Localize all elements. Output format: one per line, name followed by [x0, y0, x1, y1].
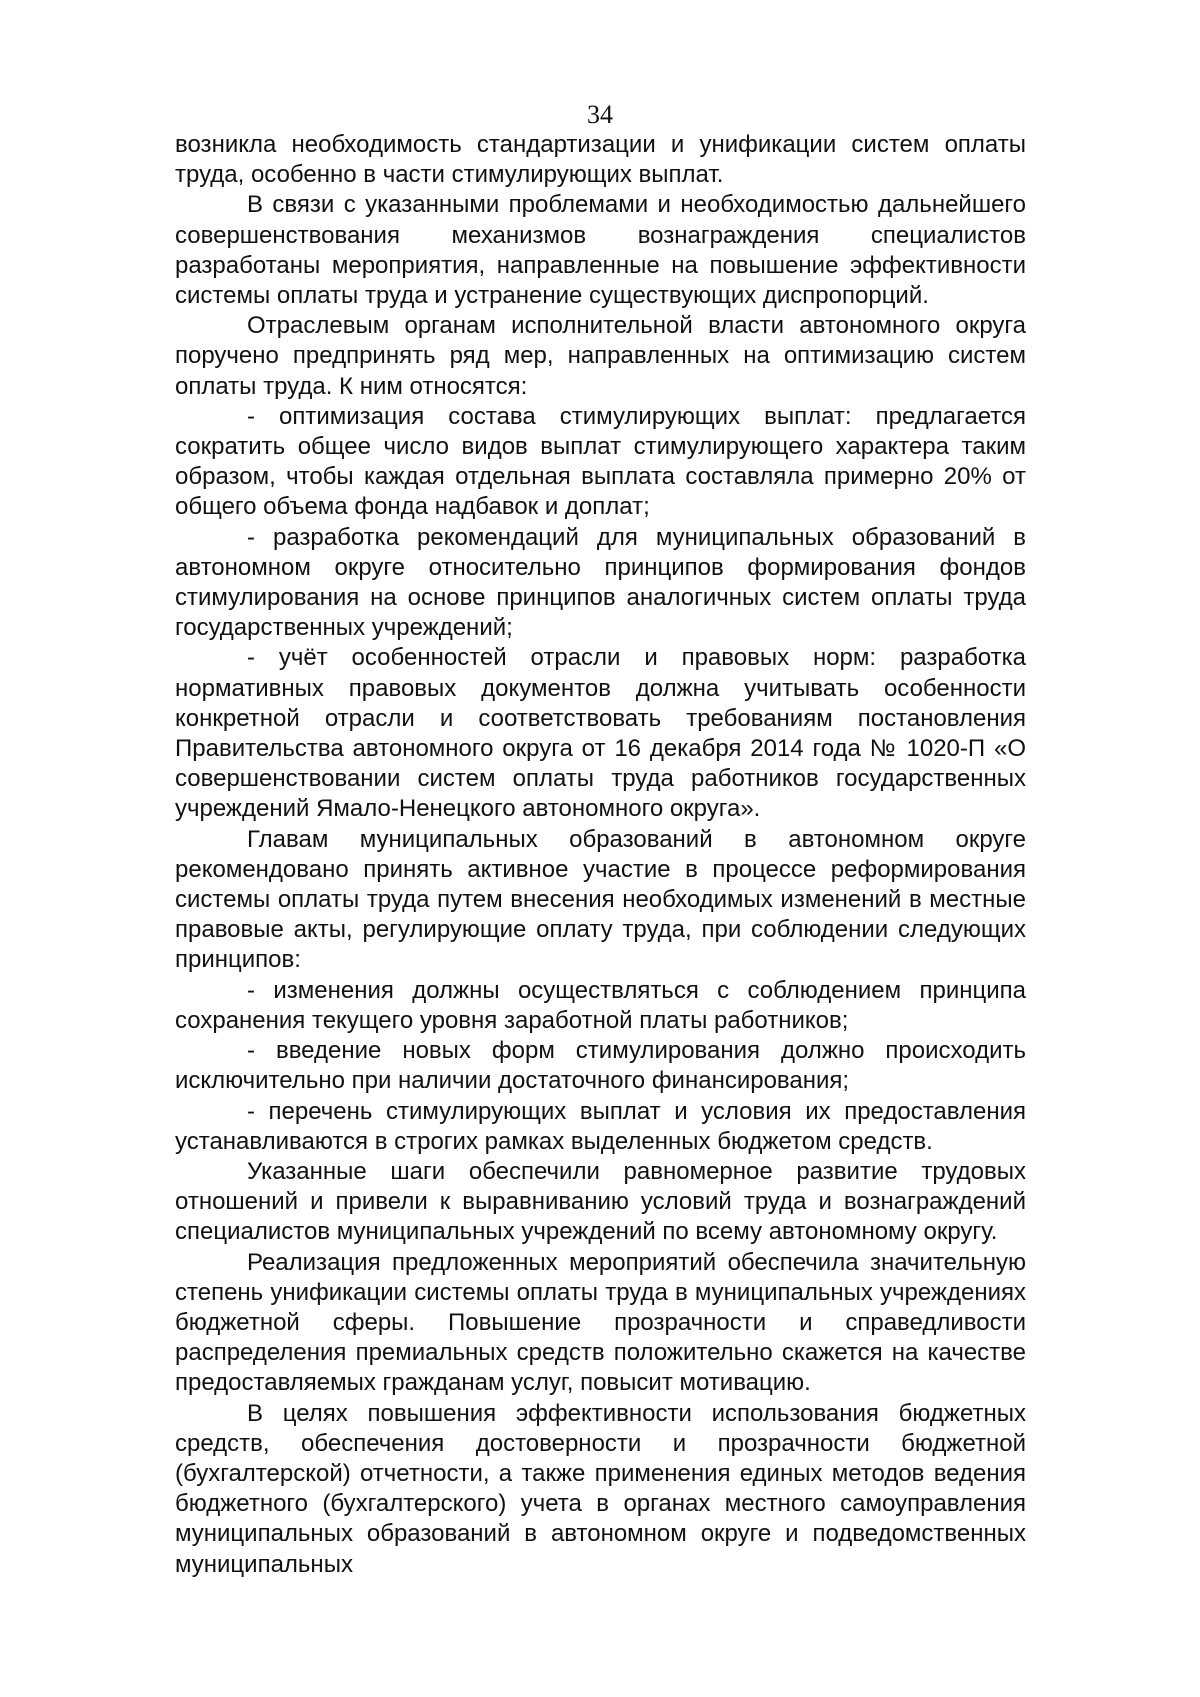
list-item-new-incentives: - введение новых форм стимулирования должно происходить исключительно при наличии достаточного финансирования;: [175, 1037, 1026, 1095]
paragraph-continuation: возникла необходимость стандартизации и унификации систем оплаты труда, особенно в части стимулирующих выплат.: [175, 131, 1026, 189]
paragraph-steps-result: Указанные шаги обеспечили равномерное развитие трудовых отношений и привели к выравниванию условий труда и вознаграждений специалистов муниципальных учреждений по всему автономному округу.: [175, 1157, 1026, 1246]
list-item-salary-preservation: - изменения должны осуществляться с соблюдением принципа сохранения текущего уровня заработной платы работников;: [175, 976, 1026, 1034]
paragraph-municipal-heads: Главам муниципальных образований в автономном округе рекомендовано принять активное участие в процессе реформирования системы оплаты труда путем внесения необходимых изменений в местные правовые акты, регулирующие оплату труда, при соблюдении следующих принципов:: [175, 825, 1026, 974]
list-item-legal-norms: - учёт особенностей отрасли и правовых норм: разработка нормативных правовых документов должна учитывать особенности конкретной отрасли и соответствовать требованиям постановления Правительства автономного округа от 16 декабря 2014 года № 1020-П «О совершенствовании систем оплаты труда работников государственных учреждений Ямало-Ненецкого автономного округа».: [175, 644, 1026, 823]
paragraph-measures-intro: В связи с указанными проблемами и необходимостью дальнейшего совершенствования механизмов вознаграждения специалистов разработаны мероприятия, направленные на повышение эффективности системы оплаты труда и устранение существующих диспропорций.: [175, 191, 1026, 310]
paragraph-sector-bodies: Отраслевым органам исполнительной власти автономного округа поручено предпринять ряд мер, направленных на оптимизацию систем оплаты труда. К ним относятся:: [175, 312, 1026, 400]
page-number: 34: [587, 100, 613, 129]
paragraph-unification-result: Реализация предложенных мероприятий обеспечила значительную степень унификации системы оплаты труда в муниципальных учреждениях бюджетной сферы. Повышение прозрачности и справедливости распределения премиальных средств положительно скажется на качестве предоставляемых гражданам услуг, повысит мотивацию.: [175, 1248, 1026, 1397]
document-body: [175, 130, 1026, 1580]
list-item-optimization: - оптимизация состава стимулирующих выплат: предлагается сократить общее число видов выплат стимулирующего характера таким образом, чтобы каждая отдельная выплата составляла примерно 20% от общего объема фонда надбавок и доплат;: [175, 402, 1026, 521]
list-item-recommendations: - разработка рекомендаций для муниципальных образований в автономном округе относительно принципов формирования фондов стимулирования на основе принципов аналогичных систем оплаты труда государственных учреждений;: [175, 523, 1026, 642]
paragraph-budget-efficiency: В целях повышения эффективности использования бюджетных средств, обеспечения достоверности и прозрачности бюджетной (бухгалтерской) отчетности, а также применения единых методов ведения бюджетного (бухгалтерского) учета в органах местного самоуправления муниципальных образований в автономном округе и подведомственных муниципальных: [175, 1399, 1026, 1578]
list-item-budget-limits: - перечень стимулирующих выплат и условия их предоставления устанавливаются в строгих рамках выделенных бюджетом средств.: [175, 1097, 1026, 1155]
